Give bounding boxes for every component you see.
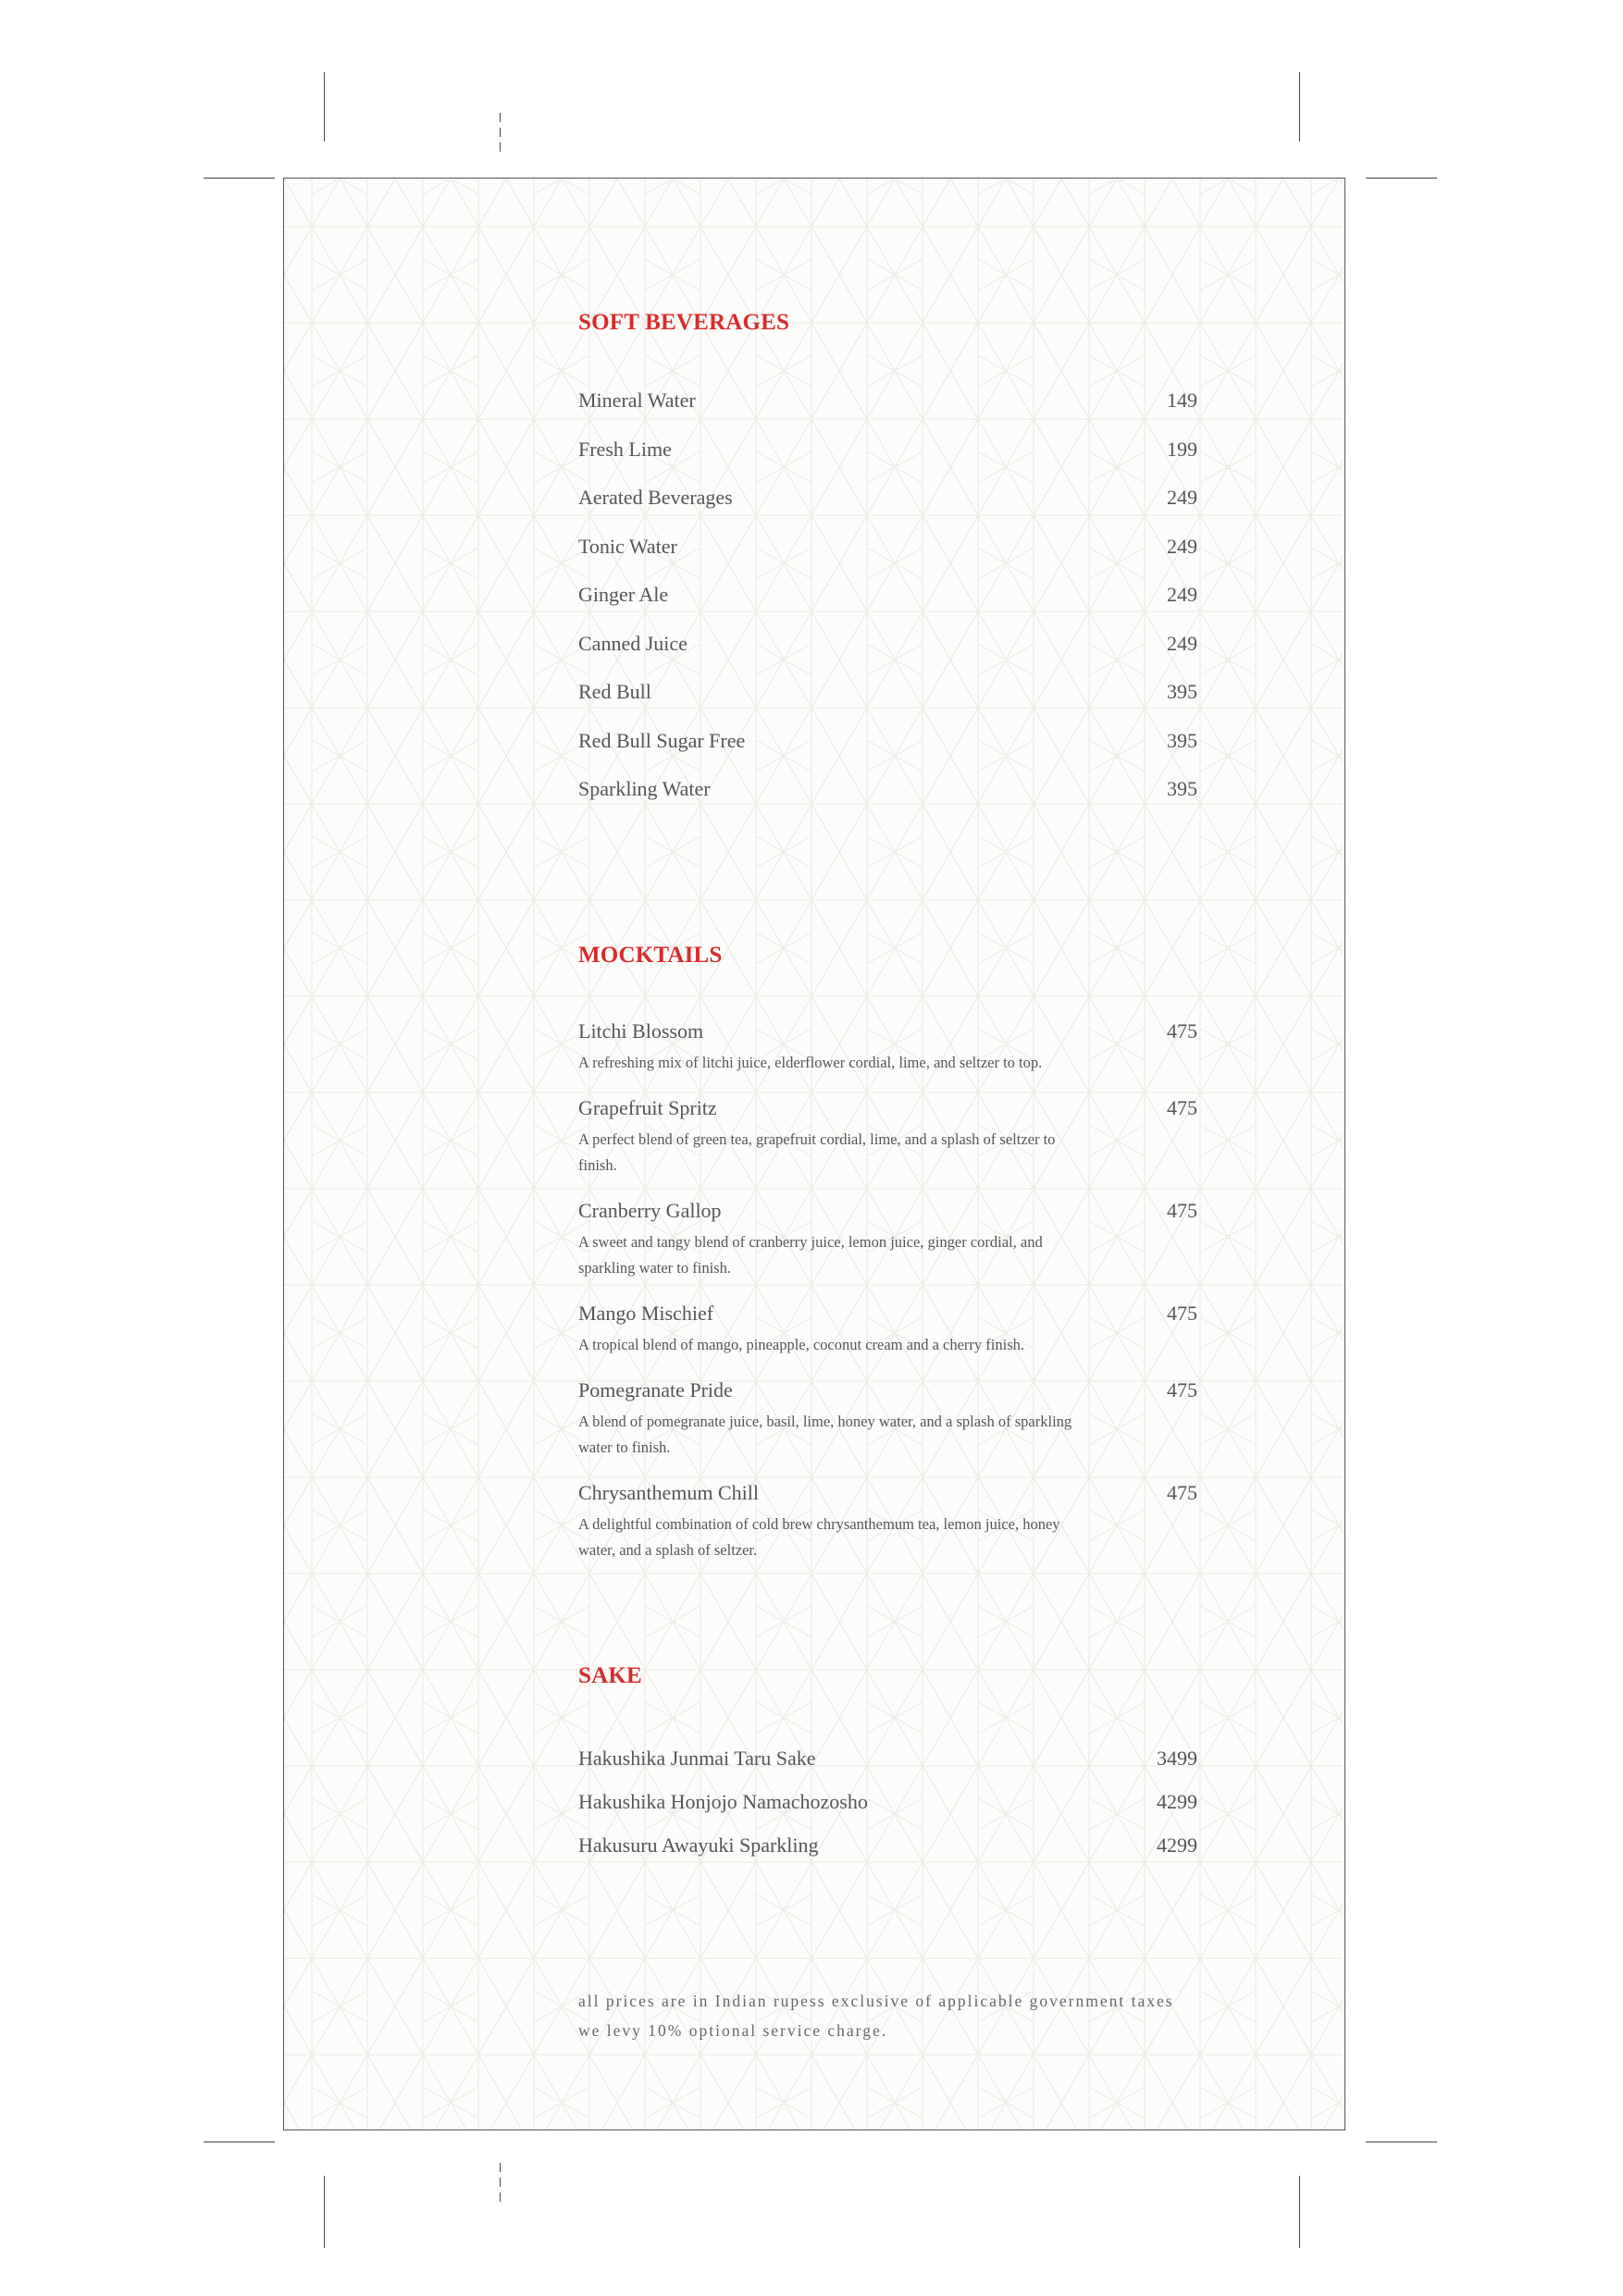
item-price: 249 [1167,583,1197,606]
item-name: Hakushika Honjojo Namachozosho [578,1790,868,1813]
item-name: Cranberry Gallop [578,1199,722,1222]
crop-mark [324,2176,325,2248]
item-description: A refreshing mix of litchi juice, elderflower cordial, lime, and seltzer to top. [578,1054,1043,1071]
item-name: Sparkling Water [578,777,711,800]
item-name: Canned Juice [578,632,688,655]
crop-mark [1299,72,1300,142]
item-price: 395 [1167,680,1197,703]
item-name: Mineral Water [578,389,696,412]
crop-mark [1366,178,1437,179]
item-description: A blend of pomegranate juice, basil, lime, honey water, and a splash of sparkling water to finish. [578,1413,1072,1456]
crop-mark [204,178,275,179]
item-description: A delightful combination of cold brew chrysanthemum tea, lemon juice, honey water, and a splash of seltzer. [578,1515,1060,1559]
item-price: 249 [1167,632,1197,655]
item-price: 475 [1167,1378,1197,1401]
item-name: Pomegranate Pride [578,1378,733,1401]
item-description: A perfect blend of green tea, grapefruit cordial, lime, and a splash of seltzer to finish. [578,1130,1056,1174]
item-name: Red Bull [578,680,651,703]
item-price: 149 [1167,389,1197,412]
item-description: A tropical blend of mango, pineapple, coconut cream and a cherry finish. [578,1336,1024,1353]
item-name: Aerated Beverages [578,486,733,509]
item-name: Hakushika Junmai Taru Sake [578,1747,816,1770]
item-price: 4299 [1157,1790,1197,1813]
item-price: 4299 [1157,1833,1197,1857]
item-name: Tonic Water [578,535,677,558]
item-price: 249 [1167,486,1197,509]
footnote-line-service: we levy 10% optional service charge. [578,2021,888,2040]
item-price: 395 [1167,729,1197,752]
section-title-soft-beverages: SOFT BEVERAGES [578,310,790,335]
section-title-mocktails: MOCKTAILS [578,943,723,968]
item-price: 475 [1167,1199,1197,1222]
item-name: Chrysanthemum Chill [578,1481,759,1504]
crop-mark [500,2163,501,2207]
item-price: 475 [1167,1481,1197,1504]
item-name: Litchi Blossom [578,1019,704,1043]
item-price: 199 [1167,438,1197,461]
item-description: A sweet and tangy blend of cranberry juice, lemon juice, ginger cordial, and sparkling water to finish. [578,1233,1043,1277]
item-price: 249 [1167,535,1197,558]
item-price: 475 [1167,1302,1197,1325]
item-name: Red Bull Sugar Free [578,729,746,752]
item-name: Mango Mischief [578,1302,714,1325]
item-name: Ginger Ale [578,583,669,606]
footnote-line-taxes: all prices are in Indian rupess exclusive of applicable government taxes [578,1992,1174,2010]
crop-mark [1299,2176,1300,2248]
item-price: 395 [1167,777,1197,800]
item-name: Hakusuru Awayuki Sparkling [578,1833,819,1857]
item-price: 475 [1167,1019,1197,1043]
section-title-sake: SAKE [578,1663,642,1688]
item-name: Fresh Lime [578,438,672,461]
item-price: 3499 [1157,1747,1197,1770]
menu-page [283,178,1345,2130]
crop-mark [500,113,501,157]
item-price: 475 [1167,1096,1197,1119]
item-name: Grapefruit Spritz [578,1096,717,1119]
crop-mark [324,72,325,142]
footnote [578,1986,1197,2045]
